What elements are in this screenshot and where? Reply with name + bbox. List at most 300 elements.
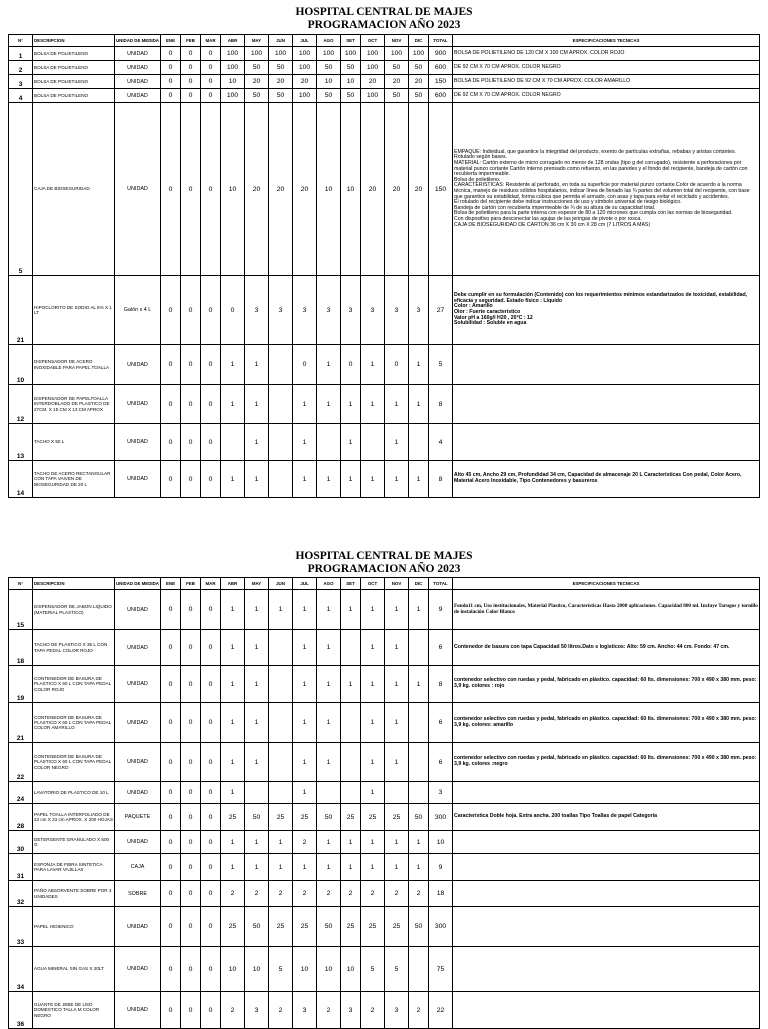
month-set-cell: 25	[341, 804, 361, 831]
month-jun-cell: 2	[269, 881, 293, 907]
month-jun-cell	[269, 345, 293, 385]
month-dic-cell: 1	[409, 590, 429, 630]
month-jul-cell: 1	[293, 385, 317, 424]
month-jul-cell: 1	[293, 782, 317, 804]
month-jul-cell: 20	[293, 103, 317, 276]
unit-cell: UNIDAD	[115, 75, 161, 89]
table-row	[9, 854, 760, 881]
description-cell: BOLSA DE POLIETILENO	[33, 47, 115, 61]
month-set-cell: 25	[341, 907, 361, 947]
column-header: JUL	[293, 35, 317, 47]
month-ago-cell: 10	[317, 103, 341, 276]
unit-cell: UNIDAD	[115, 461, 161, 498]
spec-line: Contenedor de basura con tapa Capacidad 50 litros.Dato s logisticos: Alto: 59 cm. Ancho: 44 cm. Fondo: 47 cm.	[454, 643, 730, 650]
description-cell: TACHO X 50 L	[33, 424, 115, 461]
item-number-cell: 12	[9, 385, 33, 424]
column-header: DIC	[409, 35, 429, 47]
item-number-cell: 5	[9, 103, 33, 276]
month-dic-cell: 20	[409, 103, 429, 276]
item-number-cell: 1	[9, 47, 33, 61]
spec-cell	[453, 831, 760, 854]
description-cell: GUANTE DE JEBE DE USO DOMESTICO TALLA M COLOR NEGRO	[33, 992, 115, 1029]
month-jun-cell	[269, 424, 293, 461]
month-mar-cell: 0	[201, 831, 221, 854]
column-header: DIC	[409, 578, 429, 590]
total-cell: 22	[429, 992, 453, 1029]
spec-line: BOLSA DE POLIETILENO DE 92 CM X 70 CM APROX. COLOR AMARILLO	[454, 77, 631, 84]
item-number-cell: 28	[9, 804, 33, 831]
item-number-cell: 30	[9, 831, 33, 854]
total-cell: 600	[429, 89, 453, 103]
month-dic-cell: 1	[409, 345, 429, 385]
column-header: TOTAL	[429, 578, 453, 590]
month-nov-cell: 5	[385, 947, 409, 992]
column-header: N°	[9, 578, 33, 590]
description-cell: DISPENSADOR DE JABON LIQUIDO (MATERIAL PLASTICO)	[33, 590, 115, 630]
spec-cell	[453, 703, 760, 743]
table-row	[9, 630, 760, 666]
spec-cell	[453, 630, 760, 666]
month-nov-cell: 20	[385, 103, 409, 276]
month-ene-cell: 0	[161, 630, 181, 666]
month-dic-cell: 1	[409, 461, 429, 498]
month-set-cell: 3	[341, 992, 361, 1029]
month-oct-cell: 1	[361, 782, 385, 804]
total-cell: 3	[429, 782, 453, 804]
month-feb-cell: 0	[181, 703, 201, 743]
month-abr-cell	[221, 424, 245, 461]
month-jul-cell: 25	[293, 804, 317, 831]
month-jul-cell: 2	[293, 831, 317, 854]
month-jun-cell	[269, 703, 293, 743]
column-header: SET	[341, 578, 361, 590]
month-jun-cell: 25	[269, 804, 293, 831]
month-feb-cell: 0	[181, 89, 201, 103]
month-dic-cell: 100	[409, 47, 429, 61]
month-oct-cell: 2	[361, 881, 385, 907]
month-set-cell: 1	[341, 461, 361, 498]
month-oct-cell: 5	[361, 947, 385, 992]
table-row	[9, 75, 760, 89]
month-mar-cell: 0	[201, 992, 221, 1029]
month-mar-cell: 0	[201, 424, 221, 461]
month-dic-cell: 2	[409, 992, 429, 1029]
month-feb-cell: 0	[181, 630, 201, 666]
month-oct-cell: 1	[361, 743, 385, 782]
month-jun-cell: 50	[269, 61, 293, 75]
description-cell: CONTENEDOR DE BASURA DE PLASTICO X 60 L CON TAPA PEDAL COLOR AMARILLO	[33, 703, 115, 743]
month-set-cell: 10	[341, 947, 361, 992]
table-row	[9, 831, 760, 854]
month-ene-cell: 0	[161, 881, 181, 907]
month-mar-cell: 0	[201, 703, 221, 743]
unit-cell: UNIDAD	[115, 47, 161, 61]
month-mar-cell: 0	[201, 630, 221, 666]
month-oct-cell: 20	[361, 103, 385, 276]
total-cell: 75	[429, 947, 453, 992]
month-jul-cell: 1	[293, 424, 317, 461]
column-header: ESPECIFICACIONES TECNICAS	[453, 35, 760, 47]
total-cell: 18	[429, 881, 453, 907]
description-cell: TACHO DE PLASTICO X 35 L CON TAPA PEDAL COLOR ROJO	[33, 630, 115, 666]
spec-cell	[453, 61, 760, 75]
month-jul-cell: 3	[293, 276, 317, 345]
item-number-cell: 31	[9, 854, 33, 881]
month-may-cell: 3	[245, 276, 269, 345]
spec-line: Bolsa de polietileno.	[454, 176, 501, 183]
unit-cell: UNIDAD	[115, 782, 161, 804]
month-jul-cell: 1	[293, 854, 317, 881]
month-nov-cell: 25	[385, 907, 409, 947]
month-jul-cell: 100	[293, 89, 317, 103]
month-set-cell: 1	[341, 590, 361, 630]
table-row	[9, 947, 760, 992]
column-header: NOV	[385, 35, 409, 47]
column-header: ABR	[221, 35, 245, 47]
month-feb-cell: 0	[181, 75, 201, 89]
month-set-cell: 1	[341, 424, 361, 461]
month-may-cell: 50	[245, 89, 269, 103]
spec-cell	[453, 89, 760, 103]
table-row	[9, 103, 760, 276]
spec-line: Olor : Fuerte característico	[454, 309, 521, 315]
page-1-header	[0, 6, 768, 32]
month-dic-cell: 3	[409, 276, 429, 345]
month-ago-cell: 1	[317, 743, 341, 782]
month-ago-cell: 1	[317, 703, 341, 743]
column-header: ESPECIFICACIONES TECNICAS	[453, 578, 760, 590]
month-ago-cell: 3	[317, 276, 341, 345]
month-ene-cell: 0	[161, 276, 181, 345]
month-abr-cell: 1	[221, 385, 245, 424]
month-dic-cell: 50	[409, 804, 429, 831]
spec-cell	[453, 907, 760, 947]
month-abr-cell: 1	[221, 630, 245, 666]
month-abr-cell: 1	[221, 666, 245, 703]
month-ago-cell: 50	[317, 804, 341, 831]
month-abr-cell: 25	[221, 907, 245, 947]
month-mar-cell: 0	[201, 881, 221, 907]
month-set-cell	[341, 743, 361, 782]
month-dic-cell: 50	[409, 61, 429, 75]
month-mar-cell: 0	[201, 345, 221, 385]
item-number-cell: 14	[9, 461, 33, 498]
table-row	[9, 907, 760, 947]
month-mar-cell: 0	[201, 75, 221, 89]
month-ago-cell: 1	[317, 385, 341, 424]
month-feb-cell: 0	[181, 831, 201, 854]
column-header: OCT	[361, 35, 385, 47]
month-may-cell: 100	[245, 47, 269, 61]
unit-cell: UNIDAD	[115, 630, 161, 666]
item-number-cell: 21	[9, 276, 33, 345]
spec-cell	[453, 103, 760, 276]
month-nov-cell: 1	[385, 831, 409, 854]
month-ene-cell: 0	[161, 424, 181, 461]
unit-cell: UNIDAD	[115, 743, 161, 782]
month-ene-cell: 0	[161, 666, 181, 703]
month-may-cell: 1	[245, 590, 269, 630]
month-dic-cell	[409, 743, 429, 782]
month-ago-cell: 1	[317, 854, 341, 881]
month-ago-cell: 100	[317, 47, 341, 61]
month-dic-cell	[409, 782, 429, 804]
column-header: ENE	[161, 35, 181, 47]
month-mar-cell: 0	[201, 907, 221, 947]
month-set-cell	[341, 703, 361, 743]
month-set-cell: 1	[341, 385, 361, 424]
month-mar-cell: 0	[201, 89, 221, 103]
table-row	[9, 345, 760, 385]
month-nov-cell: 1	[385, 630, 409, 666]
month-feb-cell: 0	[181, 590, 201, 630]
month-oct-cell: 1	[361, 630, 385, 666]
total-cell: 600	[429, 61, 453, 75]
month-abr-cell: 1	[221, 590, 245, 630]
month-ago-cell: 1	[317, 590, 341, 630]
total-cell: 8	[429, 666, 453, 703]
description-cell: DETERGENTE GRANULADO X 500 G	[33, 831, 115, 854]
month-nov-cell: 50	[385, 61, 409, 75]
month-ene-cell: 0	[161, 831, 181, 854]
month-may-cell: 20	[245, 75, 269, 89]
month-nov-cell: 1	[385, 743, 409, 782]
month-jul-cell: 1	[293, 743, 317, 782]
total-cell: 9	[429, 854, 453, 881]
unit-cell: UNIDAD	[115, 590, 161, 630]
month-nov-cell: 1	[385, 666, 409, 703]
month-jul-cell: 1	[293, 703, 317, 743]
spec-cell	[453, 75, 760, 89]
month-ene-cell: 0	[161, 461, 181, 498]
month-may-cell: 1	[245, 743, 269, 782]
month-dic-cell	[409, 947, 429, 992]
unit-cell: UNIDAD	[115, 703, 161, 743]
column-header: DESCRIPCION	[33, 578, 115, 590]
month-abr-cell: 10	[221, 103, 245, 276]
month-jun-cell: 100	[269, 47, 293, 61]
unit-cell: PAQUETE	[115, 804, 161, 831]
month-oct-cell: 2	[361, 992, 385, 1029]
spec-line: Bolsa de polietileno para la parte interna con espesor de 80 a 120 micrones que cumpla con las normas de bioseguridad.	[454, 210, 733, 217]
table-row	[9, 424, 760, 461]
month-ene-cell: 0	[161, 782, 181, 804]
total-cell: 5	[429, 345, 453, 385]
month-oct-cell: 1	[361, 854, 385, 881]
spec-line: Solubilidad : Soluble en agua	[454, 320, 527, 327]
item-number-cell: 34	[9, 947, 33, 992]
header-row	[9, 578, 760, 590]
month-feb-cell: 0	[181, 47, 201, 61]
table-row	[9, 703, 760, 743]
item-number-cell: 15	[9, 590, 33, 630]
month-jul-cell: 1	[293, 461, 317, 498]
column-header: N°	[9, 35, 33, 47]
month-abr-cell: 100	[221, 47, 245, 61]
spec-line: Fondo11 cm, Uso institucionales, Material Plastico, Características Hasta 2000 aplicaciones. Capacidad 800 ml. Incluye Tarugos y tornillo de instalación Color Blanco	[454, 602, 758, 615]
spec-line: DE 92 CM X 70 CM APROX. COLOR NEGRO	[454, 91, 561, 98]
spec-cell	[453, 881, 760, 907]
column-header: MAR	[201, 35, 221, 47]
month-nov-cell: 1	[385, 703, 409, 743]
month-may-cell: 1	[245, 461, 269, 498]
spec-line: Alto 45 cm, Ancho 29 cm, Profundidad 34 cm, Capacidad de almacenaje 20 L Características Con pedal, Color Acero, Material Acero Inoxidable, Tipo Contenedores y basureros	[454, 472, 742, 484]
unit-cell: UNIDAD	[115, 831, 161, 854]
total-cell: 27	[429, 276, 453, 345]
month-nov-cell: 100	[385, 47, 409, 61]
month-may-cell: 1	[245, 666, 269, 703]
month-ago-cell: 50	[317, 89, 341, 103]
column-header: DESCRIPCION	[33, 35, 115, 47]
month-feb-cell: 0	[181, 666, 201, 703]
column-header: UNIDAD DE MEDIDA	[115, 35, 161, 47]
month-may-cell: 1	[245, 831, 269, 854]
item-number-cell: 22	[9, 743, 33, 782]
total-cell: 8	[429, 461, 453, 498]
total-cell: 150	[429, 103, 453, 276]
month-ene-cell: 0	[161, 947, 181, 992]
description-cell: ESPONJA DE FIBRA SINTETICA PARA LAVAR VAJILLAS	[33, 854, 115, 881]
month-jun-cell	[269, 385, 293, 424]
month-mar-cell: 0	[201, 782, 221, 804]
table-row	[9, 61, 760, 75]
month-may-cell: 10	[245, 947, 269, 992]
month-jun-cell: 1	[269, 854, 293, 881]
month-feb-cell: 0	[181, 461, 201, 498]
unit-cell: UNIDAD	[115, 424, 161, 461]
month-jun-cell: 5	[269, 947, 293, 992]
month-jul-cell: 3	[293, 992, 317, 1029]
total-cell: 4	[429, 424, 453, 461]
description-cell: PAPEL TOALLA INTERFOLIADO DE 23 cm X 23 cm APROX. X 200 HOJAS	[33, 804, 115, 831]
month-ene-cell: 0	[161, 385, 181, 424]
month-set-cell	[341, 630, 361, 666]
month-abr-cell: 1	[221, 345, 245, 385]
month-may-cell: 1	[245, 385, 269, 424]
spec-cell	[453, 804, 760, 831]
table-row	[9, 992, 760, 1029]
month-jul-cell: 2	[293, 881, 317, 907]
month-abr-cell: 10	[221, 75, 245, 89]
month-jul-cell: 100	[293, 47, 317, 61]
spec-cell	[453, 47, 760, 61]
spec-line: MATERIAL: Cartón externo de micro corrugado no menor de 128 ondas (tipo g del corrugado), resistente a perforaciones por material punzo cortante Cartón interno prensado como refuerzo, en las paredes y el fondo del recipiente, bandeja de cartón con recubierta impermeable.	[454, 160, 748, 178]
month-ene-cell: 0	[161, 89, 181, 103]
month-jun-cell	[269, 782, 293, 804]
month-oct-cell: 25	[361, 804, 385, 831]
table-row	[9, 385, 760, 424]
spec-line: contenedor selectivo con ruedas y pedal, fabricado en plástico. capacidad: 60 lts. dimensiones: 700 x 490 x 380 mm. peso: 3,9 kg. colores :negro	[454, 755, 757, 767]
spec-line: contenedor selectivo con ruedas y pedal, fabricado en plástico. capacidad: 60 lts. dimensiones: 700 x 490 x 380 mm. peso: 3,9 kg. colores: amarillo	[454, 715, 757, 728]
spec-cell	[453, 666, 760, 703]
month-feb-cell: 0	[181, 103, 201, 276]
total-cell: 300	[429, 907, 453, 947]
description-cell: BOLSA DE POLIETILENO	[33, 61, 115, 75]
unit-cell: UNIDAD	[115, 89, 161, 103]
month-mar-cell: 0	[201, 947, 221, 992]
unit-cell: Galón x 4 L	[115, 276, 161, 345]
total-cell: 9	[429, 590, 453, 630]
month-may-cell: 50	[245, 61, 269, 75]
month-abr-cell: 1	[221, 831, 245, 854]
month-feb-cell: 0	[181, 743, 201, 782]
month-mar-cell: 0	[201, 461, 221, 498]
page-2-title: HOSPITAL CENTRAL DE MAJES	[295, 550, 473, 562]
month-ene-cell: 0	[161, 854, 181, 881]
column-header: FEB	[181, 35, 201, 47]
month-oct-cell: 1	[361, 831, 385, 854]
month-set-cell: 3	[341, 276, 361, 345]
table-row	[9, 461, 760, 498]
month-jun-cell	[269, 630, 293, 666]
month-feb-cell: 0	[181, 782, 201, 804]
month-jun-cell	[269, 666, 293, 703]
month-may-cell: 1	[245, 703, 269, 743]
unit-cell: SOBRE	[115, 881, 161, 907]
table-row	[9, 804, 760, 831]
table-row	[9, 881, 760, 907]
item-number-cell: 10	[9, 345, 33, 385]
month-oct-cell: 100	[361, 61, 385, 75]
item-number-cell: 4	[9, 89, 33, 103]
month-dic-cell: 2	[409, 881, 429, 907]
month-set-cell: 100	[341, 47, 361, 61]
month-dic-cell: 1	[409, 666, 429, 703]
column-header: TOTAL	[429, 35, 453, 47]
spec-line: BOLSA DE POLIETILENO DE 120 CM X 100 CM APROX. COLOR ROJO	[454, 49, 625, 56]
spec-cell	[453, 385, 760, 424]
page-2-header	[0, 550, 768, 576]
month-ene-cell: 0	[161, 743, 181, 782]
month-ago-cell: 1	[317, 630, 341, 666]
month-ene-cell: 0	[161, 992, 181, 1029]
column-header: UNIDAD DE MEDIDA	[115, 578, 161, 590]
page-1-title: HOSPITAL CENTRAL DE MAJES	[295, 6, 473, 18]
month-jul-cell: 1	[293, 590, 317, 630]
month-jun-cell: 50	[269, 89, 293, 103]
item-number-cell: 24	[9, 782, 33, 804]
month-feb-cell: 0	[181, 804, 201, 831]
month-oct-cell: 100	[361, 47, 385, 61]
month-jul-cell: 100	[293, 61, 317, 75]
month-abr-cell: 1	[221, 854, 245, 881]
column-header: SET	[341, 35, 361, 47]
month-ene-cell: 0	[161, 61, 181, 75]
month-feb-cell: 0	[181, 424, 201, 461]
month-abr-cell: 1	[221, 743, 245, 782]
unit-cell: UNIDAD	[115, 907, 161, 947]
spec-cell	[453, 782, 760, 804]
month-feb-cell: 0	[181, 385, 201, 424]
spec-cell	[453, 461, 760, 498]
month-ago-cell: 10	[317, 75, 341, 89]
page-2-subtitle: PROGRAMACION AÑO 2023	[307, 563, 461, 575]
month-nov-cell: 1	[385, 424, 409, 461]
item-number-cell: 33	[9, 907, 33, 947]
month-ago-cell: 1	[317, 831, 341, 854]
month-oct-cell: 100	[361, 89, 385, 103]
month-mar-cell: 0	[201, 47, 221, 61]
month-may-cell: 1	[245, 630, 269, 666]
total-cell: 300	[429, 804, 453, 831]
month-feb-cell: 0	[181, 276, 201, 345]
column-header: NOV	[385, 578, 409, 590]
spec-cell	[453, 345, 760, 385]
month-oct-cell: 20	[361, 75, 385, 89]
item-number-cell: 18	[9, 630, 33, 666]
spec-line: Color : Amarillo	[454, 303, 493, 310]
unit-cell: UNIDAD	[115, 345, 161, 385]
